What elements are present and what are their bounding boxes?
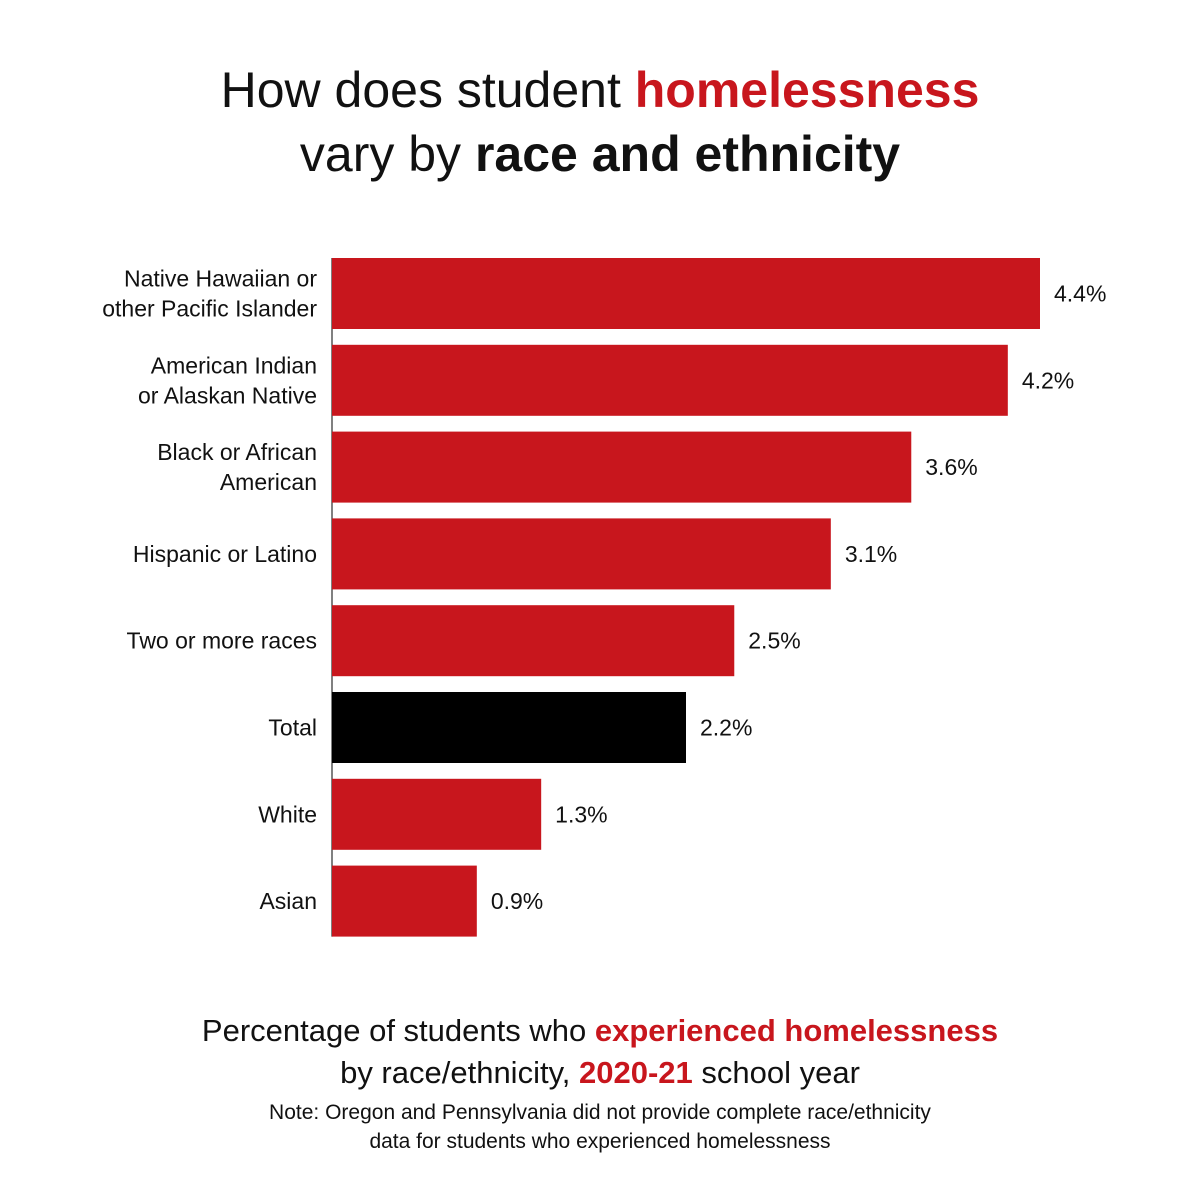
data-label: 2.5%	[748, 627, 801, 654]
title-highlight: homelessness	[634, 62, 980, 118]
category-label-line: Hispanic or Latino	[132, 540, 317, 567]
category-label-line: Native Hawaiian or	[123, 265, 317, 292]
title-bold: race and ethnicity	[474, 126, 901, 182]
category-label	[259, 888, 317, 914]
category-label-line: American	[219, 469, 317, 496]
category-label	[133, 541, 317, 567]
category-label-line: other Pacific Islander	[102, 295, 317, 322]
data-label: 0.9%	[490, 888, 544, 915]
caption-text: Percentage of students who	[201, 1013, 595, 1048]
bar-chart	[0, 240, 1200, 960]
data-label: 1.3%	[555, 801, 608, 828]
title-line-1	[0, 58, 1200, 122]
category-label-line: White	[258, 801, 317, 828]
category-label-line: Black or African	[157, 439, 317, 466]
data-label: 4.2%	[1021, 367, 1075, 394]
caption-text-2: by race/ethnicity,	[340, 1055, 579, 1090]
data-label: 4.4%	[1054, 280, 1107, 307]
bar	[332, 258, 1040, 329]
category-label	[138, 352, 317, 408]
caption-text-3: school year	[692, 1055, 860, 1090]
bar	[332, 345, 1008, 416]
category-label-line: American Indian	[150, 352, 317, 379]
title-text-2: vary by	[299, 126, 475, 182]
bar	[332, 866, 477, 937]
bar	[332, 518, 831, 589]
chart-title	[0, 58, 1200, 186]
category-label	[102, 266, 317, 322]
chart-caption	[0, 1010, 1200, 1094]
bar	[332, 605, 734, 676]
chart-note	[0, 1098, 1200, 1156]
category-label-line: Total	[268, 714, 317, 741]
data-label: 3.6%	[925, 454, 978, 481]
bar	[332, 692, 686, 763]
note-line-1: Note: Oregon and Pennsylvania did not provide complete race/ethnicity	[269, 1101, 931, 1124]
bar	[332, 432, 911, 503]
category-label	[157, 439, 317, 495]
data-label: 3.1%	[844, 540, 898, 567]
caption-year: 2020-21	[579, 1055, 693, 1090]
category-label	[127, 628, 317, 654]
note-line-2: data for students who experienced homelessness	[369, 1130, 831, 1153]
category-label	[268, 715, 317, 741]
bar	[332, 779, 541, 850]
data-label: 2.2%	[700, 714, 753, 741]
category-label-line: or Alaskan Native	[138, 382, 317, 409]
caption-line-1	[0, 1010, 1200, 1052]
caption-highlight: experienced homelessness	[594, 1013, 999, 1048]
category-label-line: Asian	[259, 888, 317, 915]
caption-line-2	[0, 1052, 1200, 1094]
title-text: How does student	[220, 62, 635, 118]
title-line-2	[0, 122, 1200, 186]
category-label	[258, 801, 317, 827]
category-label-line: Two or more races	[126, 627, 317, 654]
